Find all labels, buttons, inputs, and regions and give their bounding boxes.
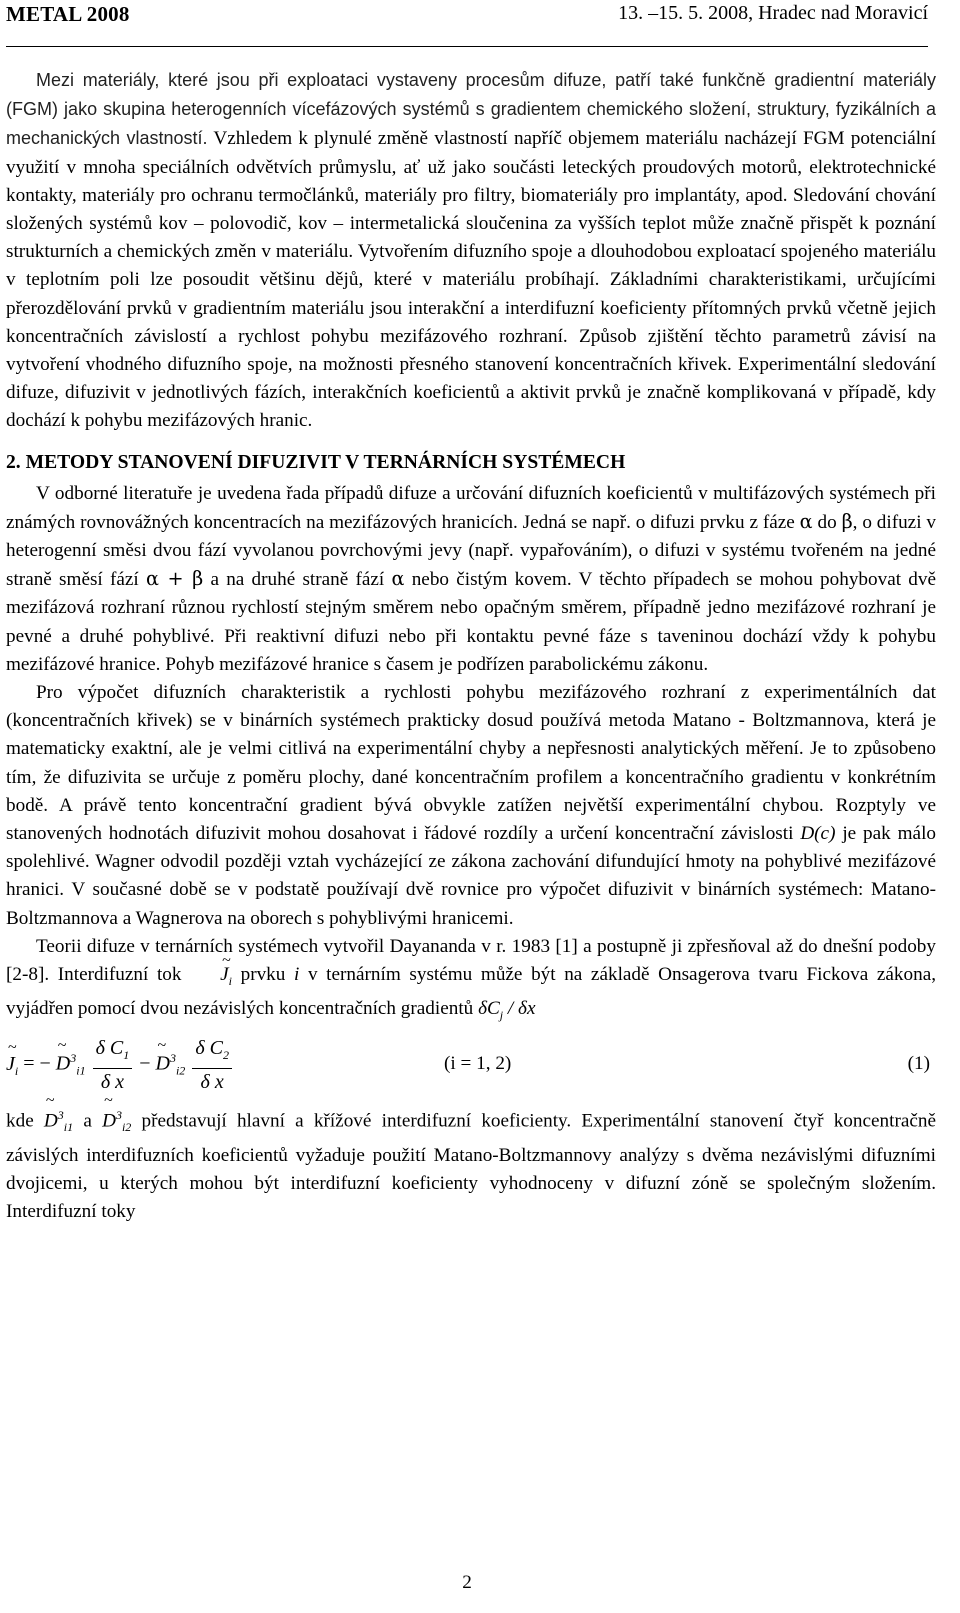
gradient-den: / δx [503, 998, 536, 1020]
section-paragraph-4 [6, 1101, 936, 1226]
eq-minus: − [139, 1052, 151, 1075]
flux-symbol [190, 961, 232, 995]
alpha-plus-beta-symbol: α + β [145, 567, 204, 591]
text-run: je pak málo spolehlivé. Wagner odvodil později vztah vycházející ze zákona zachování difundující hmoty na pohyblivé mezifázové hranici. V současné době se v podstatě používají dvě rovnice pro výpočet difuzivit v binárních systémech: Matano-Boltzmannova a Wagnerova na oborech s pohyblivými hranicemi. [6, 823, 936, 929]
running-header [6, 2, 928, 26]
text-run: kde [6, 1110, 44, 1132]
frac2-den: δ x [200, 1071, 224, 1094]
eq-d2-letter: D [155, 1052, 170, 1075]
equation-formula [6, 1035, 234, 1095]
eq-d2-sup: 3 [169, 1051, 176, 1066]
alpha-symbol: α [391, 567, 405, 591]
frac2-num-text: δ C [195, 1037, 223, 1060]
section-paragraph-3 [6, 933, 936, 1029]
eq-fraction-1 [93, 1035, 133, 1095]
text-run: , o difuzi v heterogenní směsi dvou fází vyvolanou povrchovými jevy (např. vypařováním), o difuzi v systému tvořeném na jedné straně směsí fází [6, 511, 936, 591]
header-rule [6, 46, 928, 47]
section-heading: 2. METODY STANOVENÍ DIFUZIVIT V TERNÁRNÍCH SYSTÉMECH [6, 451, 626, 473]
frac1-num-text: δ C [95, 1037, 124, 1060]
eq-d1 [56, 1051, 86, 1079]
eq-d1-letter: D [55, 1052, 71, 1075]
eq-d1-sub: i1 [76, 1063, 86, 1078]
coef2-sup: 3 [115, 1108, 122, 1123]
eq-d2-sub: i2 [175, 1063, 186, 1078]
equation-number: (1) [907, 1053, 930, 1075]
text-run: V odborné literatuře je uvedena řada případů difuze a určování difuzních koeficientů v multifázových systémech při známých rovnovážných koncentracích na mezifázových hranicích. Jedná se např. o difuzi prvku z fáze [6, 482, 936, 533]
text-run: a [73, 1110, 103, 1132]
intro-serif-text: Vzhledem k plynulé změně vlastností napříč objemem materiálu nacházejí FGM potenciální využití v mnoha speciálních odvětvích průmyslu, ať už jako součásti leteckých proudových motorů, elektrotechnické kontakty, materiály pro ochranu termočlánků, materiály pro filtry, biomateriály pro implantáty, apod. Sledování chování složených systémů kov – polovodič, kov – intermetalická sloučenina za vyšších teplot může značně přispět k poznání strukturních a chemických změn v materiálu. Vytvořením difuzního spoje a dlouhodobou exploatací spojeného materiálu v teplotním poli lze posoudit většinu dějů, které v materiálu probíhají. Základními charakteristikami, určujícími přerozdělování prvků v gradientním materiálu jsou interakční a interdifuzní koeficienty přítomných prvků včetně jejich koncentračních závislostí a rychlost pohybu mezifázového rozhraní. Způsob zjištění těchto parametrů závisí na vytvoření vhodného difuzního spoje, na možnosti přesného stanovení koncentračních křivek. Experimentální sledování difuze, difuzivit v jednotlivých fázích, interakčních koeficientů a aktivit prvků je značně komplikovaná v případě, kdy dochází k pohybu mezifázových hranic. [6, 128, 936, 432]
coef1-sup: 3 [57, 1108, 64, 1123]
eq-equals: = − [23, 1052, 51, 1075]
intro-sans-text: Mezi materiály, které jsou při exploataci vystaveny procesům difuze, patří také funkčně gradientní materiály (FGM) jako skupina heterogenních vícefázových systémů s gradientem chemického složení, struktury, fyzikálních a mechanických vlastností. [6, 70, 936, 149]
intro-paragraph [6, 66, 936, 436]
frac1-num-sub: 1 [123, 1048, 130, 1063]
text-run: Pro výpočet difuzních charakteristik a rychlosti pohybu mezifázového rozhraní z experimentálních dat (koncentračních křivek) se v binárních systémech prakticky dosud používá metoda Matano - Boltzmannova, která je matematicky exaktní, ale je velmi citlivá na experimentální chyby a nepřesnosti analytických měření. Je to způsobeno tím, že difuzivita se určuje z poměru plochy, dané koncentračním profilem a koncentračního gradientu v konkrétním bodě. A právě tento koncentrační gradient bývá obvykle zatížen největší experimentální chybou. Rozptyly ve stanovených hodnotách difuzivit mohou dosahovat i řádové rozdíly a určení koncentrační závislosti [6, 682, 936, 845]
coef2-sub: i2 [121, 1120, 132, 1135]
text-run: nebo čistým kovem. V těchto případech se mohou pohybovat dvě mezifázová rozhraní různou rychlostí stejným směrem nebo opačným směrem, případně jedno mezifázové rozhraní je pevné a druhé pohyblivé. Při reaktivní difuzi nebo při kontaktu pevné fáze s taveninou dochází vždy k pohybu mezifázové hranice. Pohyb mezifázové hranice s časem je podřízen parabolickému zákonu. [6, 569, 936, 675]
flux-subscript: i [228, 973, 232, 988]
text-run: a na druhé straně fází [203, 569, 392, 591]
eq-lhs-sub: i [14, 1063, 19, 1078]
d-of-c-symbol: D(c) [800, 823, 836, 845]
coef2-letter: D [102, 1110, 116, 1132]
gradient-num: δC [478, 998, 500, 1020]
conference-dates-place: 13. –15. 5. 2008, Hradec nad Moravicí [618, 2, 928, 24]
text-run: prvku [231, 964, 294, 986]
main-coefficient-symbol [44, 1101, 73, 1141]
coef1-sub: i1 [63, 1120, 74, 1135]
page-body [6, 66, 936, 1226]
flux-letter: J [220, 964, 229, 986]
text-run: představují hlavní a křížové interdifuzní koeficienty. Experimentální stanovení čtyř koncentračně závislých interdifuzních koeficientů vyžaduje použití Matano-Boltzmannovy analýzy s dvěma nezávislými difuzními dvojicemi, u kterých mohou být interdifuzní koeficienty vyhodnoceny v difuzní zóně se společným složením. Interdifuzní toky [6, 1110, 936, 1222]
frac2-num [192, 1035, 232, 1069]
section-paragraph-2 [6, 679, 936, 933]
equation-1 [6, 1035, 936, 1099]
eq-d1-sup: 3 [70, 1051, 77, 1066]
frac1-num [93, 1035, 133, 1069]
frac1-den: δ x [100, 1071, 124, 1094]
text-run: v ternárním systému může být na základě Onsagerova tvaru Fickova zákona, vyjádřen pomocí dvou nezávislých koncentračních gradientů [6, 964, 937, 1020]
eq-lhs-letter: J [6, 1052, 15, 1075]
gradient-sub: j [499, 1007, 504, 1022]
eq-lhs [6, 1053, 18, 1079]
page-number: 2 [462, 1572, 472, 1593]
index-i: i [294, 964, 300, 986]
beta-symbol: β [841, 509, 853, 533]
coef1-letter: D [43, 1110, 58, 1132]
frac2-num-sub: 2 [222, 1048, 229, 1063]
section-paragraph-1 [6, 480, 936, 679]
eq-d2 [156, 1051, 186, 1079]
text-run: do [812, 511, 842, 533]
equation-condition: (i = 1, 2) [444, 1053, 512, 1075]
alpha-symbol: α [799, 509, 813, 533]
cross-coefficient-symbol [102, 1101, 131, 1141]
conference-name: METAL 2008 [6, 2, 130, 26]
gradient-symbol [478, 998, 536, 1022]
eq-fraction-2 [192, 1035, 232, 1095]
text-run: Teorii difuze v ternárních systémech vytvořil Dayananda v r. 1983 [1] a postupně ji zpřesňoval až do dnešní podoby [2-8]. Interdifuzní tok [6, 935, 936, 986]
